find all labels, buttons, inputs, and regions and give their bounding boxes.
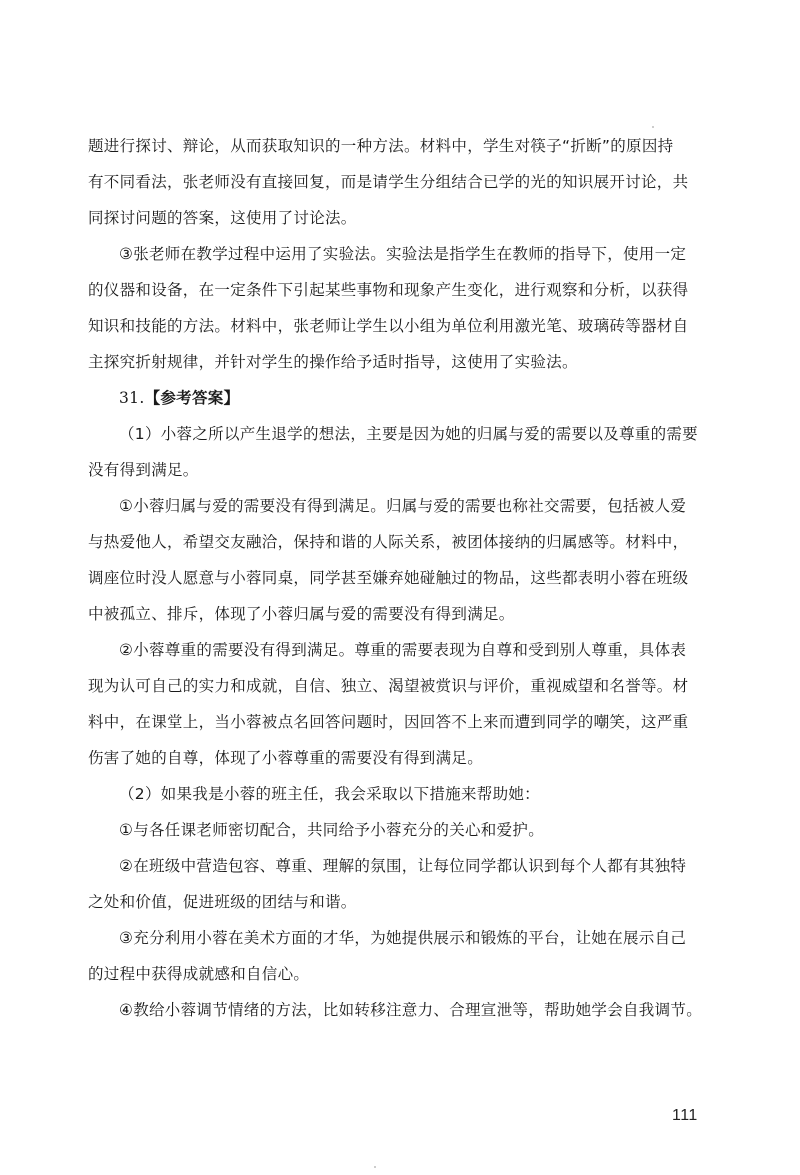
text-line: 的仪器和设备，在一定条件下引起某些事物和现象产生变化，进行观察和分析，以获得 bbox=[88, 281, 689, 299]
text-line: 之处和价值，促进班级的团结与和谐。 bbox=[88, 893, 357, 911]
question-number: 31. bbox=[119, 389, 145, 407]
text-line: 同探讨问题的答案，这使用了讨论法。 bbox=[88, 209, 357, 227]
text-line: 现为认可自己的实力和成就，自信、独立、渴望被赏识与评价，重视威望和名誉等。材 bbox=[88, 677, 689, 695]
answer-heading bbox=[88, 380, 728, 416]
text-line: 主探究折射规律，并针对学生的操作给予适时指导，这使用了实验法。 bbox=[88, 353, 578, 371]
text-line: 的过程中获得成就感和自信心。 bbox=[88, 965, 310, 983]
answer-label: 【参考答案】 bbox=[144, 389, 240, 407]
text-line: （1）小蓉之所以产生退学的想法，主要是因为她的归属与爱的需要以及尊重的需要 bbox=[119, 425, 698, 443]
text-line: 题进行探讨、辩论，从而获取知识的一种方法。材料中，学生对筷子“折断”的原因持 bbox=[88, 137, 674, 155]
scan-speck bbox=[652, 126, 654, 128]
text-line: （2）如果我是小蓉的班主任，我会采取以下措施来帮助她： bbox=[119, 785, 540, 803]
text-line: ①小蓉归属与爱的需要没有得到满足。归属与爱的需要也称社交需要，包括被人爱 bbox=[119, 497, 687, 515]
text-line: ②在班级中营造包容、尊重、理解的氛围，让每位同学都认识到每个人都有其独特 bbox=[119, 857, 687, 875]
text-line: 调座位时没人愿意与小蓉同桌，同学甚至嫌弃她碰触过的物品，这些都表明小蓉在班级 bbox=[88, 569, 689, 587]
text-line: 知识和技能的方法。材料中，张老师让学生以小组为单位利用激光笔、玻璃砖等器材自 bbox=[88, 317, 689, 335]
body-text bbox=[88, 128, 728, 1028]
text-line: ①与各任课老师密切配合，共同给予小蓉充分的关心和爱护。 bbox=[119, 821, 544, 839]
scan-speck bbox=[374, 1166, 376, 1168]
text-line: ②小蓉尊重的需要没有得到满足。尊重的需要表现为自尊和受到别人尊重，具体表 bbox=[119, 641, 687, 659]
text-line: 伤害了她的自尊，体现了小蓉尊重的需要没有得到满足。 bbox=[88, 749, 484, 767]
text-line: 中被孤立、排斥，体现了小蓉归属与爱的需要没有得到满足。 bbox=[88, 605, 515, 623]
text-line: 与热爱他人，希望交友融洽，保持和谐的人际关系，被团体接纳的归属感等。材料中， bbox=[88, 533, 689, 551]
text-line: ③充分利用小蓉在美术方面的才华，为她提供展示和锻炼的平台，让她在展示自己 bbox=[119, 929, 687, 947]
page-number: 111 bbox=[672, 1107, 698, 1124]
text-line: 没有得到满足。 bbox=[88, 461, 199, 479]
text-line: ④教给小蓉调节情绪的方法，比如转移注意力、合理宣泄等，帮助她学会自我调节。 bbox=[119, 1001, 702, 1019]
text-line: 料中，在课堂上，当小蓉被点名回答问题时，因回答不上来而遭到同学的嘲笑，这严重 bbox=[88, 713, 689, 731]
text-line: ③张老师在教学过程中运用了实验法。实验法是指学生在教师的指导下，使用一定 bbox=[119, 245, 687, 263]
text-line: 有不同看法，张老师没有直接回复，而是请学生分组结合已学的光的知识展开讨论，共 bbox=[88, 173, 689, 191]
